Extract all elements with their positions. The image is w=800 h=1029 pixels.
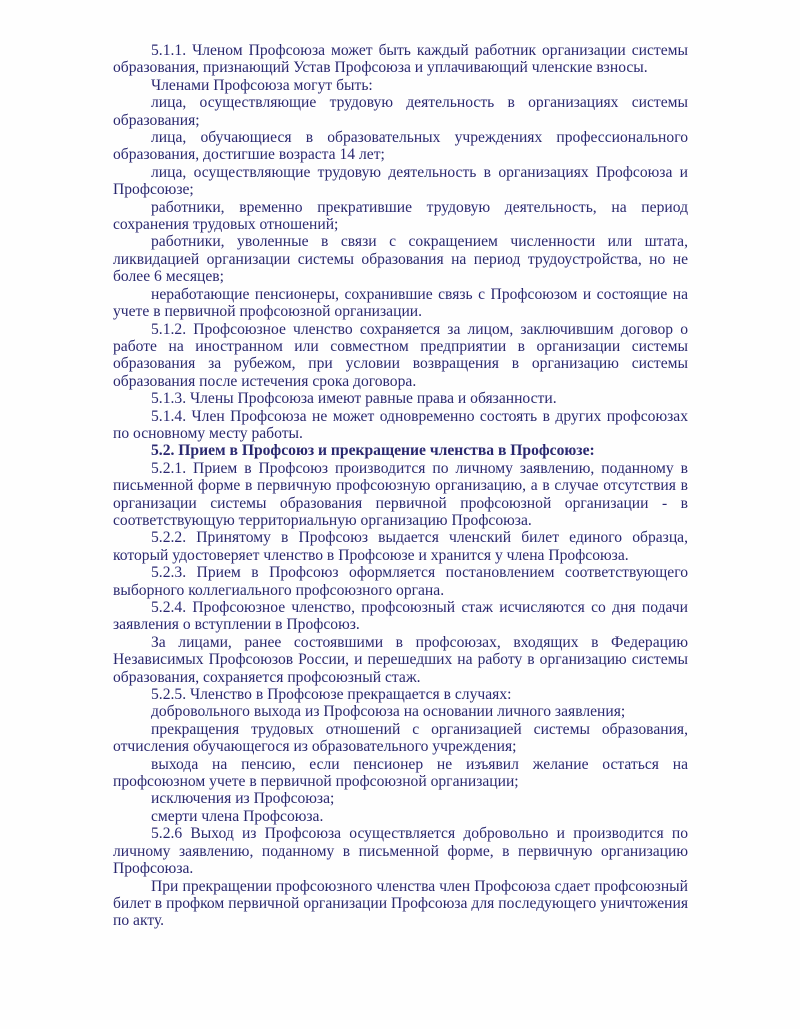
paragraph-members-may-be: Членами Профсоюза могут быть: [151, 76, 373, 94]
list-item-temporarily-stopped: работники, временно прекратившие трудовую деятельность, на период сохранения трудовых отношений; [113, 198, 688, 234]
section-heading-5-2: 5.2. Прием в Профсоюз и прекращение членства в Профсоюзе: [151, 442, 595, 460]
list-item-workers: лица, осуществляющие трудовую деятельность в организациях системы образования; [113, 94, 688, 129]
paragraph-5-2-1: 5.2.1. Прием в Профсоюз производится по личному заявлению, поданному в письменной форме в первичную профсоюзную организацию, а в случае отсутствия в организации системы образования первичной профсоюзной организации - в соответствующую территориальную организацию Профсоюза. [113, 459, 688, 529]
paragraph-5-2-3: 5.2.3. Прием в Профсоюз оформляется постановлением соответствующего выборного коллегиального профсоюзного органа. [113, 564, 688, 599]
paragraph-5-1-2: 5.1.2. Профсоюзное членство сохраняется за лицом, заключившим договор о работе на иностранном или совместном предприятии в организации системы образования за рубежом, при условии возвращения в организацию системы образования после истечения срока договора. [113, 320, 688, 390]
paragraph-prior-membership: За лицами, ранее состоявшими в профсоюзах, входящих в Федерацию Независимых Профсоюзов России, и перешедших на работу в организацию системы образования, сохраняется профсоюзный стаж. [113, 633, 688, 686]
document-body [113, 42, 688, 930]
list-item-termination: прекращения трудовых отношений с организацией системы образования, отчисления обучающегося из образовательного учреждения; [113, 720, 688, 756]
paragraph-5-2-6: 5.2.6 Выход из Профсоюза осуществляется добровольно и производится по личному заявлению, поданному в письменной форме, в первичную организацию Профсоюза. [113, 825, 688, 878]
paragraph-5-2-2: 5.2.2. Принятому в Профсоюз выдается членский билет единого образца, который удостоверяет членство в Профсоюзе и хранится у члена Профсоюза. [113, 529, 688, 564]
paragraph-5-1-1: 5.1.1. Членом Профсоюза может быть каждый работник организации системы образования, признающий Устав Профсоюза и уплачивающий членские взносы. [113, 42, 688, 77]
list-item-exclusion: исключения из Профсоюза; [151, 790, 335, 808]
list-item-voluntary-exit: добровольного выхода из Профсоюза на основании личного заявления; [151, 703, 626, 721]
list-item-pensioners: неработающие пенсионеры, сохранившие связь с Профсоюзом и состоящие на учете в первичной профсоюзной организации. [113, 285, 688, 321]
paragraph-5-2-4: 5.2.4. Профсоюзное членство, профсоюзный стаж исчисляются со дня подачи заявления о вступлении в Профсоюз. [113, 599, 688, 634]
list-item-students: лица, обучающиеся в образовательных учреждениях профессионального образования, достигшие возраста 14 лет; [113, 129, 688, 164]
paragraph-5-1-4: 5.1.4. Член Профсоюза не может одновременно состоять в других профсоюзах по основному месту работы. [113, 407, 688, 442]
list-item-union-staff: лица, осуществляющие трудовую деятельность в организациях Профсоюза и Профсоюзе; [113, 163, 688, 199]
paragraph-5-1-3: 5.1.3. Члены Профсоюза имеют равные права и обязанности. [151, 390, 557, 408]
list-item-dismissed: работники, уволенные в связи с сокращением численности или штата, ликвидацией организации системы образования на период трудоустройства, но не более 6 месяцев; [113, 233, 688, 286]
list-item-retirement: выхода на пенсию, если пенсионер не изъявил желание остаться на профсоюзном учете в первичной профсоюзной организации; [113, 755, 688, 791]
paragraph-card-return: При прекращении профсоюзного членства член Профсоюза сдает профсоюзный билет в профком первичной организации Профсоюза для последующего уничтожения по акту. [113, 877, 688, 930]
paragraph-5-2-5: 5.2.5. Членство в Профсоюзе прекращается в случаях: [151, 686, 512, 704]
list-item-death: смерти члена Профсоюза. [151, 807, 324, 825]
